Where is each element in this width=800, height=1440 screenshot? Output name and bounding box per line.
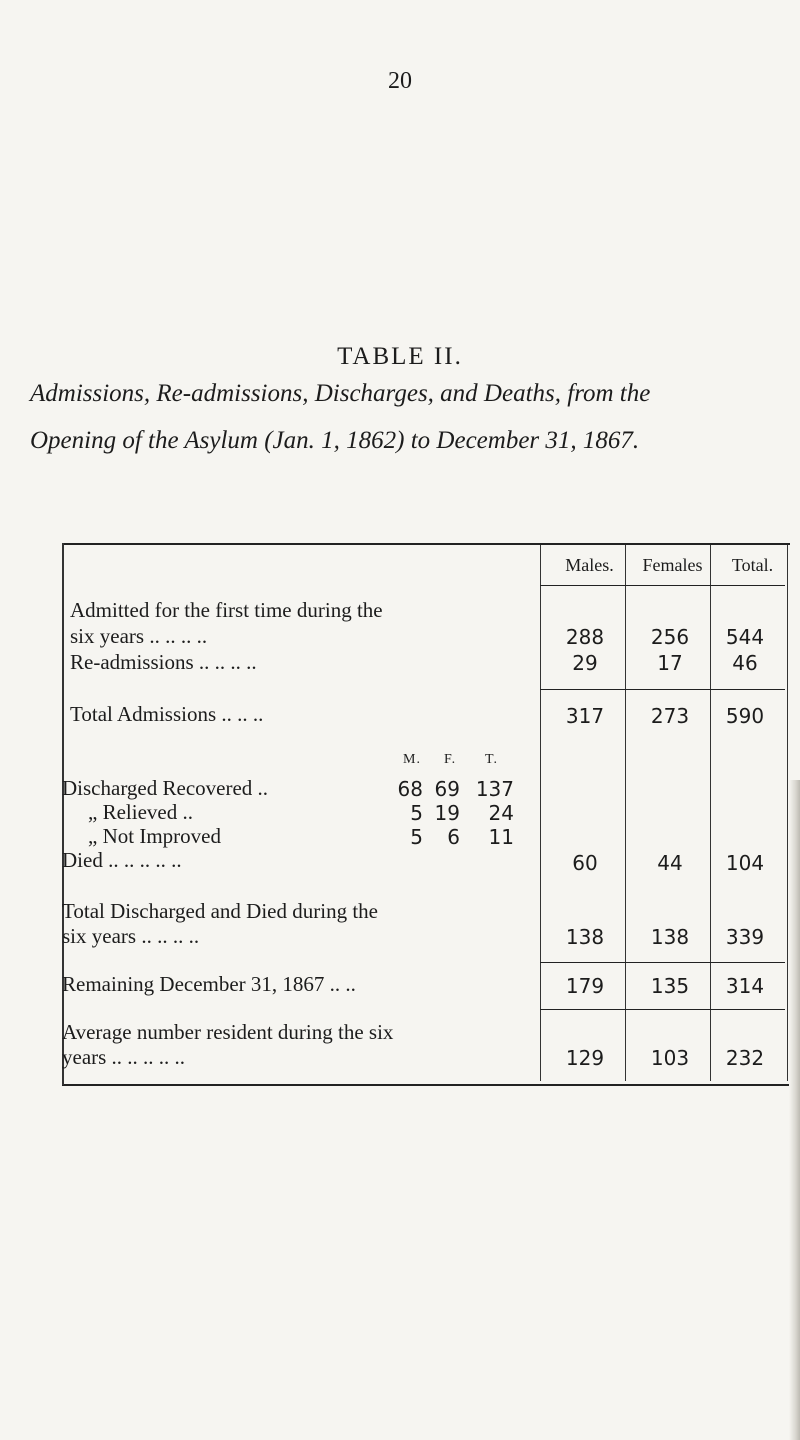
row-recovered-m: 68 xyxy=(397,777,423,801)
row-total-admissions-label: Total Admissions .. .. .. xyxy=(70,702,264,726)
row-remaining-males: 179 xyxy=(565,974,605,998)
table-left-rule xyxy=(62,543,64,1085)
row-died-males: 60 xyxy=(572,851,598,875)
header-total: Total. xyxy=(731,555,774,575)
row-died-label: Died .. .. .. .. .. xyxy=(62,848,182,872)
discharged-sum-rule xyxy=(540,962,785,963)
page-edge-shadow xyxy=(789,780,800,1440)
row-average-males: 129 xyxy=(565,1046,605,1070)
row-admitted-males: 288 xyxy=(565,625,605,649)
header-males: Males. xyxy=(565,555,614,575)
row-remaining-females: 135 xyxy=(650,974,690,998)
header-rule xyxy=(540,585,785,586)
row-readmissions-total: 46 xyxy=(732,651,758,675)
row-admitted-label-1: Admitted for the first time during the xyxy=(70,598,383,622)
sub-header-m: M. xyxy=(403,752,421,767)
row-recovered-f: 69 xyxy=(434,777,460,801)
row-admitted-label-2: six years .. .. .. .. xyxy=(70,624,208,648)
row-readmissions-females: 17 xyxy=(657,651,683,675)
row-relieved-f: 19 xyxy=(434,801,460,825)
row-average-label-1: Average number resident during the six xyxy=(62,1020,394,1044)
row-average-females: 103 xyxy=(650,1046,690,1070)
table-title: TABLE II. xyxy=(337,343,463,370)
row-died-total: 104 xyxy=(725,851,765,875)
row-not-improved-m: 5 xyxy=(410,825,423,849)
header-females: Females xyxy=(642,555,703,575)
row-readmissions-label: Re-admissions .. .. .. .. xyxy=(70,650,257,674)
row-total-admissions-males: 317 xyxy=(565,704,605,728)
row-admitted-total: 544 xyxy=(725,625,765,649)
row-relieved-t: 24 xyxy=(488,801,514,825)
caption-line-1: Admissions, Re-admissions, Discharges, and Deaths, from the xyxy=(30,380,651,407)
row-relieved-m: 5 xyxy=(410,801,423,825)
row-total-admissions-females: 273 xyxy=(650,704,690,728)
row-admitted-females: 256 xyxy=(650,625,690,649)
admissions-sum-rule xyxy=(540,689,785,690)
row-relieved-label: „ Relieved .. xyxy=(88,800,193,824)
row-average-total: 232 xyxy=(725,1046,765,1070)
caption-line-2: Opening of the Asylum (Jan. 1, 1862) to December 31, 1867. xyxy=(30,427,640,454)
row-total-discharged-males: 138 xyxy=(565,925,605,949)
subtotal-rule-2 xyxy=(540,1009,785,1010)
sub-header-f: F. xyxy=(444,752,457,767)
row-not-improved-f: 6 xyxy=(447,825,460,849)
row-total-discharged-females: 138 xyxy=(650,925,690,949)
row-died-females: 44 xyxy=(657,851,683,875)
page-number: 20 xyxy=(388,68,412,94)
table-top-rule xyxy=(62,543,790,545)
row-total-discharged-total: 339 xyxy=(725,925,765,949)
row-total-discharged-label-2: six years .. .. .. .. xyxy=(62,924,200,948)
row-not-improved-t: 11 xyxy=(488,825,514,849)
row-readmissions-males: 29 xyxy=(572,651,598,675)
row-recovered-t: 137 xyxy=(475,777,514,801)
row-total-admissions-total: 590 xyxy=(725,704,765,728)
row-remaining-label: Remaining December 31, 1867 .. .. xyxy=(62,972,356,996)
sub-header-t: T. xyxy=(485,752,499,767)
row-average-label-2: years .. .. .. .. .. xyxy=(62,1045,186,1069)
row-recovered-label: Discharged Recovered .. xyxy=(62,776,269,800)
row-total-discharged-label-1: Total Discharged and Died during the xyxy=(62,899,378,923)
row-remaining-total: 314 xyxy=(725,974,765,998)
table-bottom-rule xyxy=(62,1084,790,1086)
row-not-improved-label: „ Not Improved xyxy=(88,824,221,848)
